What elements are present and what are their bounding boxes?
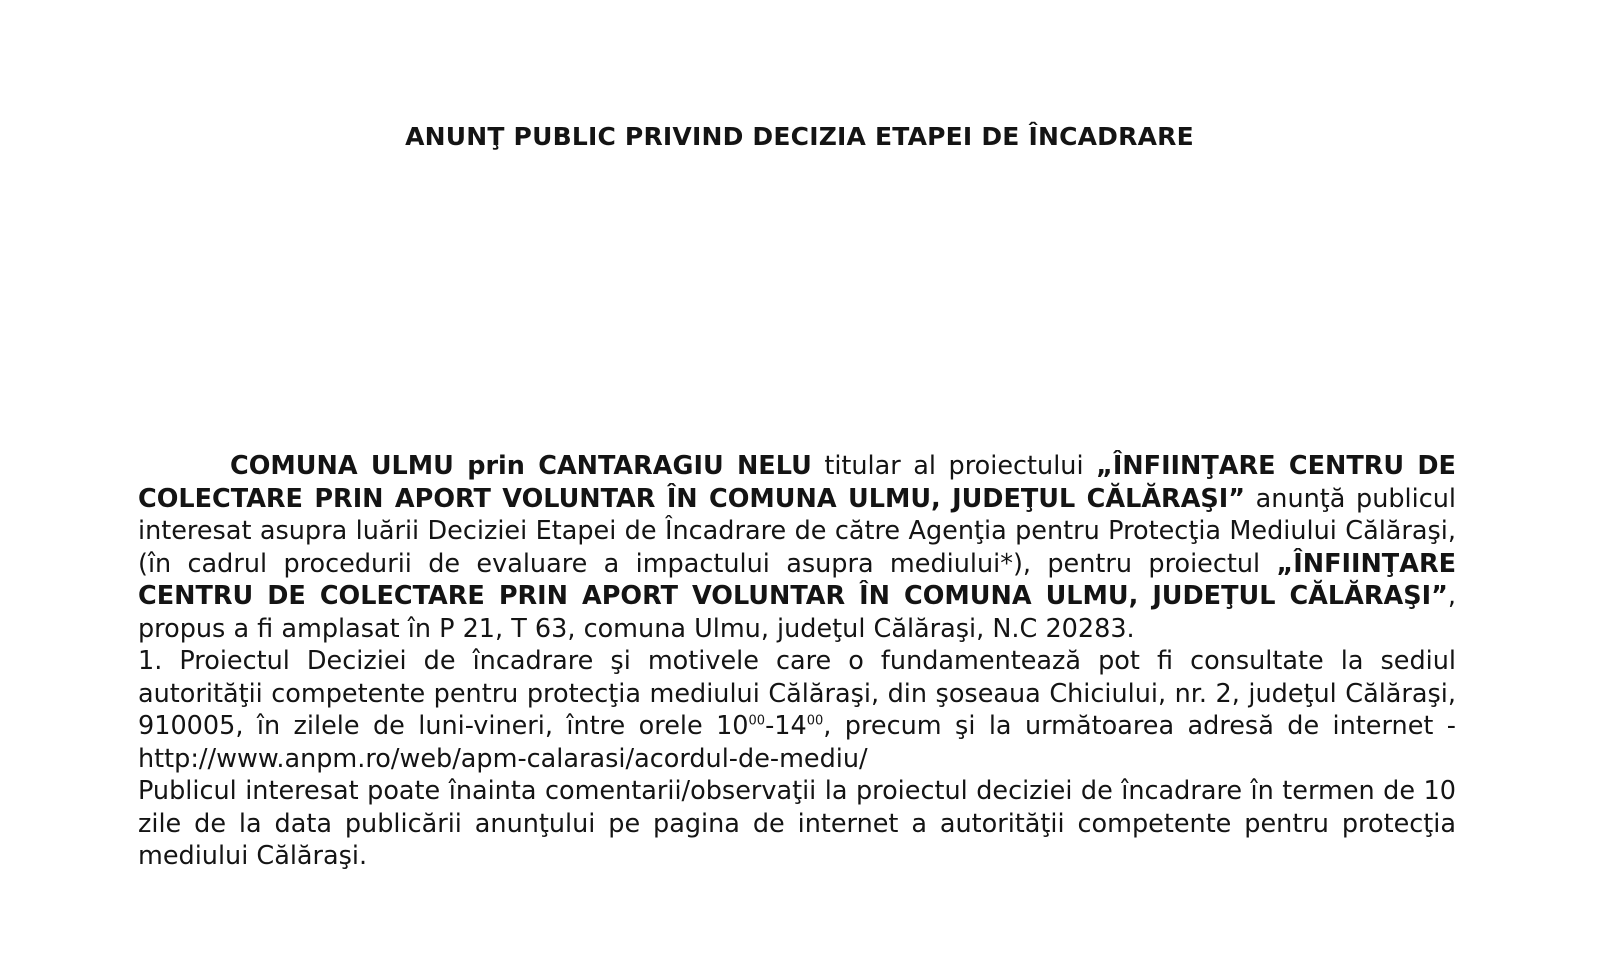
hour-start-superscript: 00: [748, 713, 766, 729]
consultation-text-a: 1. Proiectul Deciziei de încadrare şi motivele care o fundamentează pot fi consultate la sediul autorităţii competente pentru protecţia mediului Călăraşi, din şoseaua Chiciului, nr. 2, judeţul Călăraşi, 910005, în zilele de luni-vineri, între orele 10: [138, 646, 1456, 741]
hour-dash: -14: [765, 711, 807, 741]
intro-text-c: , propus a fi amplasat în P 21, T 63, comuna Ulmu, judeţul Călăraşi, N.C 20283.: [138, 581, 1456, 644]
applicant-name: COMUNA ULMU prin CANTARAGIU NELU: [230, 451, 812, 481]
intro-text-b: anunţă publicul interesat asupra luării Deciziei Etapei de Încadrare de către Agenţia pentru Protecţia Mediului Călăraşi, (în cadrul procedurii de evaluare a impactului asupra mediului*), pentru proiectul: [138, 483, 1456, 579]
project-name-second: „ÎNFIINŢARE CENTRU DE COLECTARE PRIN APORT VOLUNTAR ÎN COMUNA ULMU, JUDEŢUL CĂLĂRAŞI”: [138, 548, 1456, 611]
hour-end-superscript: 00: [806, 713, 824, 729]
announcement-body: [138, 450, 1456, 873]
paragraph-consultation: [138, 645, 1456, 775]
consultation-text-b: , precum şi la următoarea adresă de internet -: [823, 711, 1457, 741]
paragraph-comments: Publicul interesat poate înainta comentarii/observaţii la proiectul deciziei de încadrare în termen de 10 zile de la data publicării anunţului pe pagina de internet a autorităţii competente pentru protecţia mediului Călăraşi.: [138, 776, 1456, 871]
project-name-first: „ÎNFIINŢARE CENTRU DE COLECTARE PRIN APORT VOLUNTAR ÎN COMUNA ULMU, JUDEŢUL CĂLĂRAŞI”: [138, 451, 1456, 514]
page-title: ANUNŢ PUBLIC PRIVIND DECIZIA ETAPEI DE ÎNCADRARE: [405, 122, 1194, 151]
intro-text-a: titular al proiectului: [811, 451, 1097, 481]
paragraph-intro: [138, 450, 1456, 645]
internet-address-link[interactable]: http://www.anpm.ro/web/apm-calarasi/acordul-de-mediu/: [138, 743, 868, 774]
